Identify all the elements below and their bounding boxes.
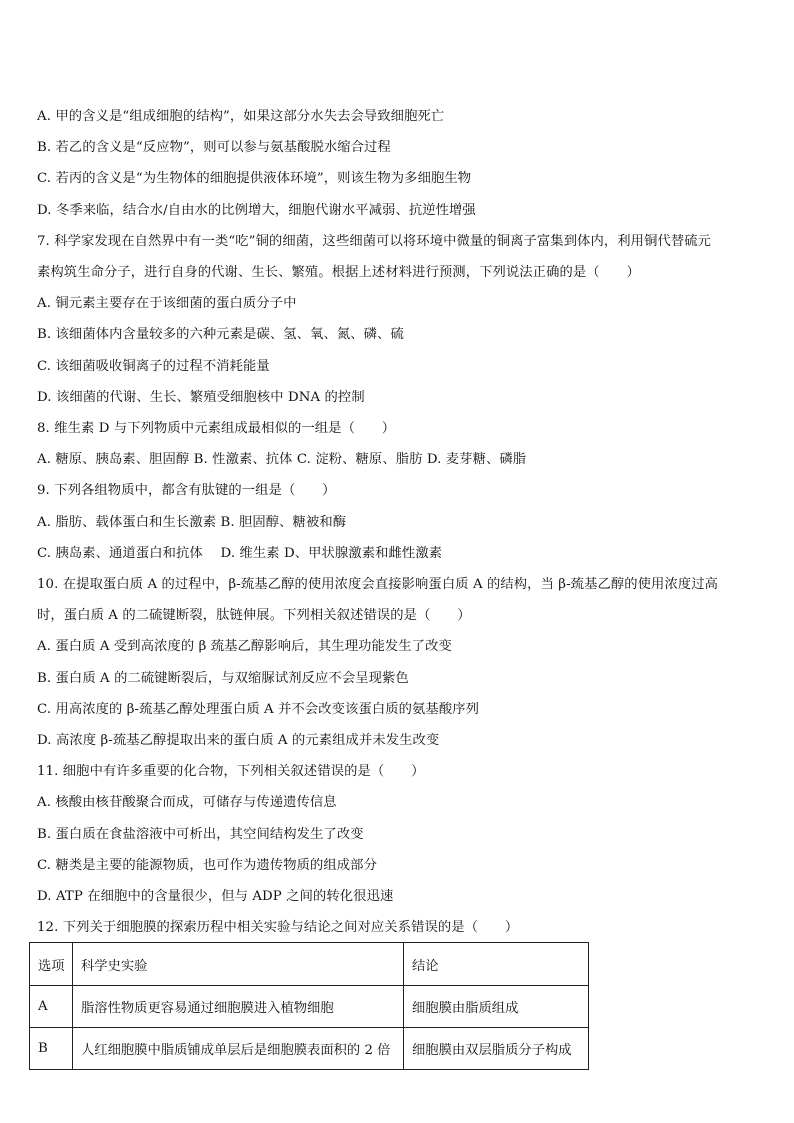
q12-table bbox=[29, 942, 589, 1070]
cell-conclusion: 细胞膜由双层脂质分子构成 bbox=[404, 1028, 589, 1070]
q7-option-a: A. 铜元素主要存在于该细菌的蛋白质分子中 bbox=[37, 296, 297, 311]
cell-experiment: 脂溶性物质更容易通过细胞膜进入植物细胞 bbox=[73, 986, 404, 1028]
q9-stem: 9. 下列各组物质中，都含有肽键的一组是（ ） bbox=[37, 483, 336, 498]
q8-stem: 8. 维生素 D 与下列物质中元素组成最相似的一组是（ ） bbox=[37, 421, 396, 436]
table-header-row bbox=[30, 943, 589, 986]
table-row bbox=[30, 986, 589, 1028]
q6-option-a: A. 甲的含义是“组成细胞的结构”，如果这部分水失去会导致细胞死亡 bbox=[37, 109, 445, 124]
q10-stem-line2: 时，蛋白质 A 的二硫键断裂，肽链伸展。下列相关叙述错误的是（ ） bbox=[37, 608, 471, 623]
q7-stem-line1: 7. 科学家发现在自然界中有一类“吃”铜的细菌，这些细菌可以将环境中微量的铜离子富集到体内，利用铜代替硫元 bbox=[37, 234, 712, 249]
q7-option-c: C. 该细菌吸收铜离子的过程不消耗能量 bbox=[37, 359, 270, 374]
q11-option-c: C. 糖类是主要的能源物质，也可作为遗传物质的组成部分 bbox=[37, 858, 377, 873]
header-conclusion: 结论 bbox=[404, 943, 589, 986]
q10-stem-line1: 10. 在提取蛋白质 A 的过程中，β-巯基乙醇的使用浓度会直接影响蛋白质 A 的结构，当 β-巯基乙醇的使用浓度过高 bbox=[37, 577, 719, 592]
cell-experiment: 人红细胞膜中脂质铺成单层后是细胞膜表面积的 2 倍 bbox=[73, 1028, 404, 1070]
q6-option-b: B. 若乙的含义是“反应物”，则可以参与氨基酸脱水缩合过程 bbox=[37, 140, 391, 155]
q6-option-d: D. 冬季来临，结合水/自由水的比例增大，细胞代谢水平减弱、抗逆性增强 bbox=[37, 203, 476, 218]
q11-option-b: B. 蛋白质在食盐溶液中可析出，其空间结构发生了改变 bbox=[37, 827, 364, 842]
q11-stem: 11. 细胞中有许多重要的化合物，下列相关叙述错误的是（ ） bbox=[37, 764, 425, 779]
q10-option-d: D. 高浓度 β-巯基乙醇提取出来的蛋白质 A 的元素组成并未发生改变 bbox=[37, 733, 440, 748]
q10-option-c: C. 用高浓度的 β-巯基乙醇处理蛋白质 A 并不会改变该蛋白质的氨基酸序列 bbox=[37, 702, 480, 717]
cell-option: A bbox=[30, 986, 73, 1028]
q11-option-d: D. ATP 在细胞中的含量很少，但与 ADP 之间的转化很迅速 bbox=[37, 889, 394, 904]
q7-option-b: B. 该细菌体内含量较多的六种元素是碳、氢、氧、氮、磷、硫 bbox=[37, 327, 404, 342]
q7-stem-line2: 素构筑生命分子，进行自身的代谢、生长、繁殖。根据上述材料进行预测，下列说法正确的是（ ） bbox=[37, 265, 640, 280]
q10-option-a: A. 蛋白质 A 受到高浓度的 β 巯基乙醇影响后，其生理功能发生了改变 bbox=[37, 639, 452, 654]
table-row bbox=[30, 1028, 589, 1070]
q10-option-b: B. 蛋白质 A 的二硫键断裂后，与双缩脲试剂反应不会呈现紫色 bbox=[37, 671, 409, 686]
q8-options: A. 糖原、胰岛素、胆固醇 B. 性激素、抗体 C. 淀粉、糖原、脂肪 D. 麦芽糖、磷脂 bbox=[37, 452, 527, 467]
header-option: 选项 bbox=[30, 943, 73, 986]
q6-option-c: C. 若丙的含义是“为生物体的细胞提供液体环境”，则该生物为多细胞生物 bbox=[37, 171, 472, 186]
q7-option-d: D. 该细菌的代谢、生长、繁殖受细胞核中 DNA 的控制 bbox=[37, 390, 365, 405]
q9-options-ab: A. 脂肪、载体蛋白和生长激素 B. 胆固醇、糖被和酶 bbox=[37, 515, 347, 530]
header-experiment: 科学史实验 bbox=[73, 943, 404, 986]
q11-option-a: A. 核酸由核苷酸聚合而成，可储存与传递遗传信息 bbox=[37, 795, 337, 810]
q9-options-cd: C. 胰岛素、通道蛋白和抗体 D. 维生素 D、甲状腺激素和雌性激素 bbox=[37, 546, 443, 561]
cell-option: B bbox=[30, 1028, 73, 1070]
cell-conclusion: 细胞膜由脂质组成 bbox=[404, 986, 589, 1028]
q12-stem: 12. 下列关于细胞膜的探索历程中相关实验与结论之间对应关系错误的是（ ） bbox=[37, 920, 519, 935]
